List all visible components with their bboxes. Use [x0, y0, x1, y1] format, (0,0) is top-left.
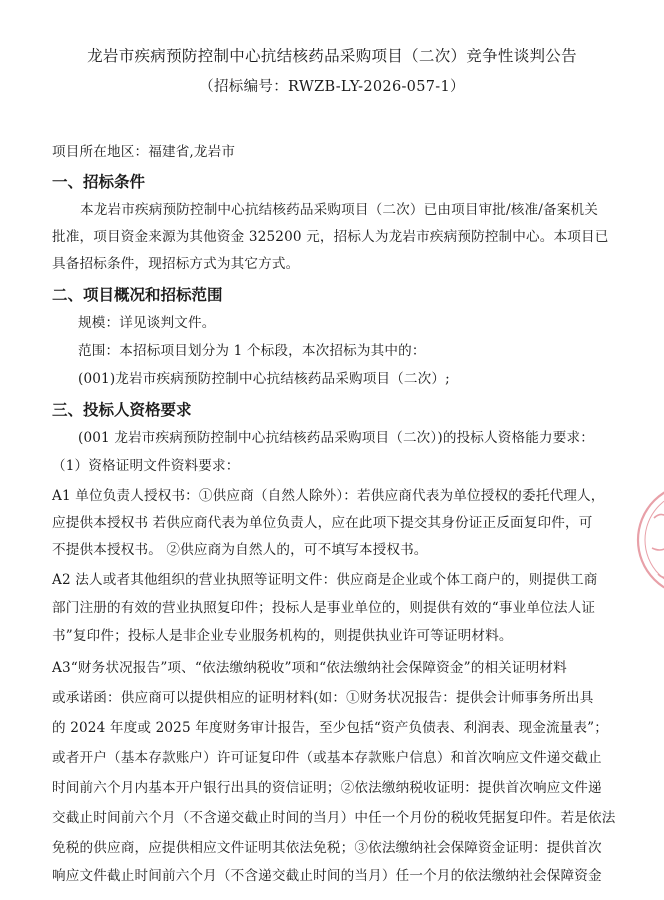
section3-line: 或承诺函：供应商可以提供相应的证明材料(如：①财务状况报告：提供会计师事务所出具	[52, 690, 594, 706]
section3-line: A2 法人或者其他组织的营业执照等证明文件：供应商是企业或个体工商户的，则提供工商	[52, 572, 598, 588]
section3-line: 的 2024 年度或 2025 年度财务审计报告，至少包括“资产负债表、利润表、现金流量表”；	[52, 720, 609, 736]
section1-line: 本龙岩市疾病预防控制中心抗结核药品采购项目（二次）已由项目审批/核准/备案机关	[80, 202, 598, 218]
section3-line: 时间前六个月内基本开户银行出具的资信证明；②依法缴纳税收证明：提供首次响应文件递	[52, 780, 602, 796]
section3-line: 书”复印件；投标人是非企业专业服务机构的，则提供执业许可等证明材料。	[52, 628, 513, 644]
section3-line: 应提供本授权书 若供应商代表为单位负责人，应在此项下提交其身份证正反面复印件，可	[52, 515, 593, 531]
section3-line: 响应文件截止时间前六个月（不含递交截止时间的当月）任一个月的依法缴纳社会保障资金	[52, 868, 602, 884]
section3-line: （1）资格证明文件资料要求：	[52, 458, 240, 474]
section3-line: 免税的供应商，应提供相应文件证明其依法免税；③依法缴纳社会保障资金证明：提供首次	[52, 840, 602, 856]
section3-line: 部门注册的有效的营业执照复印件；投标人是事业单位的，则提供有效的“事业单位法人证	[52, 600, 596, 616]
project-region: 项目所在地区：福建省,龙岩市	[52, 144, 236, 160]
section3-line: 不提供本授权书。 ②供应商为自然人的，可不填写本授权书。	[52, 542, 428, 558]
section3-heading: 三、投标人资格要求	[52, 401, 192, 419]
section1-line: 批准，项目资金来源为其他资金 325200 元，招标人为龙岩市疾病预防控制中心。本项目已	[52, 229, 609, 245]
section3-line: 交截止时间前六个月（不含递交截止时间的当月）中任一个月份的税收凭据复印件。若是依法	[52, 810, 616, 826]
official-seal-stamp	[636, 478, 664, 608]
section2-line: 规模：详见谈判文件。	[78, 315, 216, 331]
section3-line: (001 龙岩市疾病预防控制中心抗结核药品采购项目（二次）)的投标人资格能力要求：	[78, 430, 595, 446]
tender-number: （招标编号：RWZB-LY-2026-057-1）	[199, 79, 465, 95]
section2-heading: 二、项目概况和招标范围	[52, 286, 223, 304]
section2-line: 范围：本招标项目划分为 1 个标段，本次招标为其中的：	[78, 343, 426, 359]
section3-line: A1 单位负责人授权书：①供应商（自然人除外）：若供应商代表为单位授权的委托代理人，	[52, 488, 605, 504]
section3-line: A3“财务状况报告”项、“依法缴纳税收”项和“依法缴纳社会保障资金”的相关证明材料	[52, 660, 567, 676]
section1-heading: 一、招标条件	[52, 173, 146, 191]
section2-line: (001)龙岩市疾病预防控制中心抗结核药品采购项目（二次）;	[78, 371, 450, 387]
section3-line: 或者开户（基本存款账户）许可证复印件（或基本存款账户信息）和首次响应文件递交截止	[52, 750, 602, 766]
section1-line: 具备招标条件，现招标方式为其它方式。	[52, 256, 300, 272]
notice-title: 龙岩市疾病预防控制中心抗结核药品采购项目（二次）竞争性谈判公告	[87, 47, 577, 65]
